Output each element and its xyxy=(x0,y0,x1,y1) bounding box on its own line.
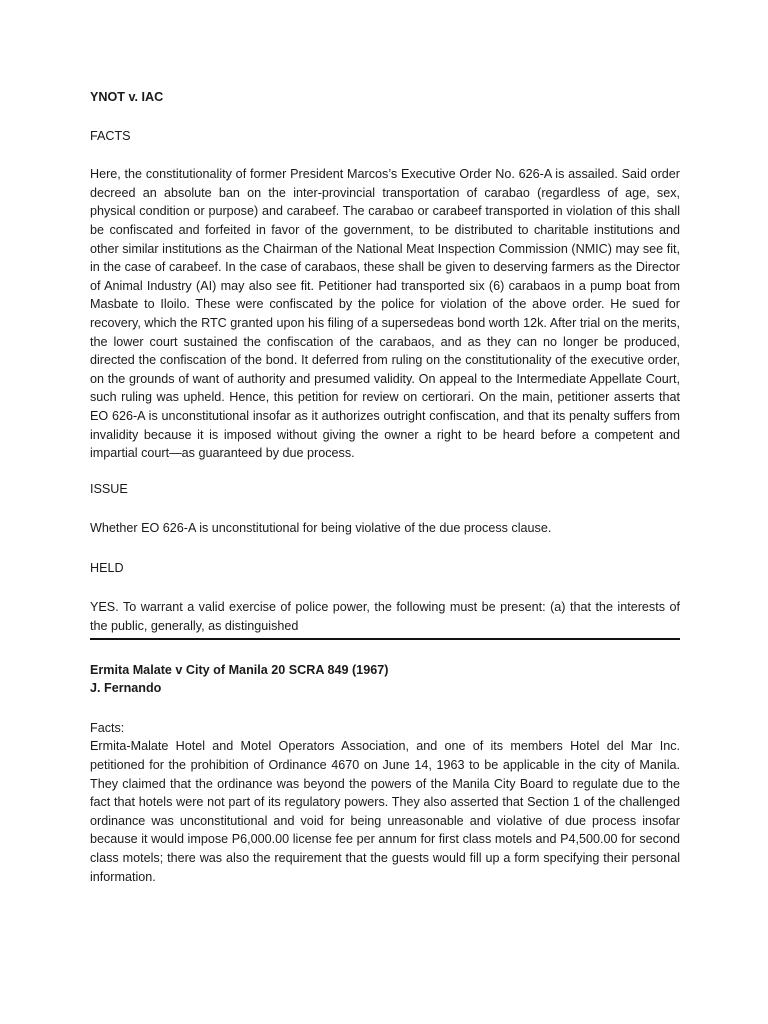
issue-heading: ISSUE xyxy=(90,481,128,496)
document-page xyxy=(90,88,680,886)
case-title: YNOT v. IAC xyxy=(90,90,164,104)
facts-paragraph: Ermita-Malate Hotel and Motel Operators Association, and one of its members Hotel del Mar Inc. petitioned for the prohibition of Ordinance 4670 on June 14, 1963 to be applicable in the city of Manila. They claimed that the ordinance was beyond the powers of the Manila City Board to regulate due to the fact that hotels were not part of its regulatory powers. They also asserted that Section 1 of the challenged ordinance was unconstitutional and void for being unreasonable and violative of due process insofar because it would impose P6,000.00 license fee per annum for first class motels and P4,500.00 for second class motels; there was also the requirement that the guests would fill up a form specifying their personal information. xyxy=(90,739,680,884)
issue-paragraph: Whether EO 626-A is unconstitutional for being violative of the due process clause. xyxy=(90,521,552,536)
held-paragraph: YES. To warrant a valid exercise of police power, the following must be present: (a) that the interests of the public, generally, as distinguished xyxy=(90,600,680,634)
case-author: J. Fernando xyxy=(90,681,162,696)
case-title: Ermita Malate v City of Manila 20 SCRA 849 (1967) xyxy=(90,662,389,677)
facts-heading: Facts: xyxy=(90,720,125,735)
facts-heading: FACTS xyxy=(90,128,131,143)
facts-paragraph: Here, the constitutionality of former President Marcos’s Executive Order No. 626-A is assailed. Said order decreed an absolute ban on the inter-provincial transportation of carabao (regardless of age, sex, physical condition or purpose) and carabeef. The carabao or carabeef transported in violation of this shall be confiscated and forfeited in favor of the government, to be distributed to charitable institutions and other similar institutions as the Chairman of the National Meat Inspection Commission (NMIC) may see fit, in the case of carabeef. In the case of carabaos, these shall be given to deserving farmers as the Director of Animal Industry (AI) may also see fit. Petitioner had transported six (6) carabaos in a pump boat from Masbate to Iloilo. These were confiscated by the police for violation of the above order. He sued for recovery, which the RTC granted upon his filing of a supersedeas bond worth 12k. After trial on the merits, the lower court sustained the confiscation of the carabaos, and as they can no longer be produced, directed the confiscation of the bond. It deferred from ruling on the constitutionality of the executive order, on the grounds of want of authority and presumed validity. On appeal to the Intermediate Appellate Court, such ruling was upheld. Hence, this petition for review on certiorari. On the main, petitioner asserts that EO 626-A is unconstitutional insofar as it authorizes outright confiscation, and that its penalty suffers from invalidity because it is imposed without giving the owner a right to be heard before a competent and impartial court—as guaranteed by due process. xyxy=(90,167,680,461)
held-heading: HELD xyxy=(90,560,124,575)
